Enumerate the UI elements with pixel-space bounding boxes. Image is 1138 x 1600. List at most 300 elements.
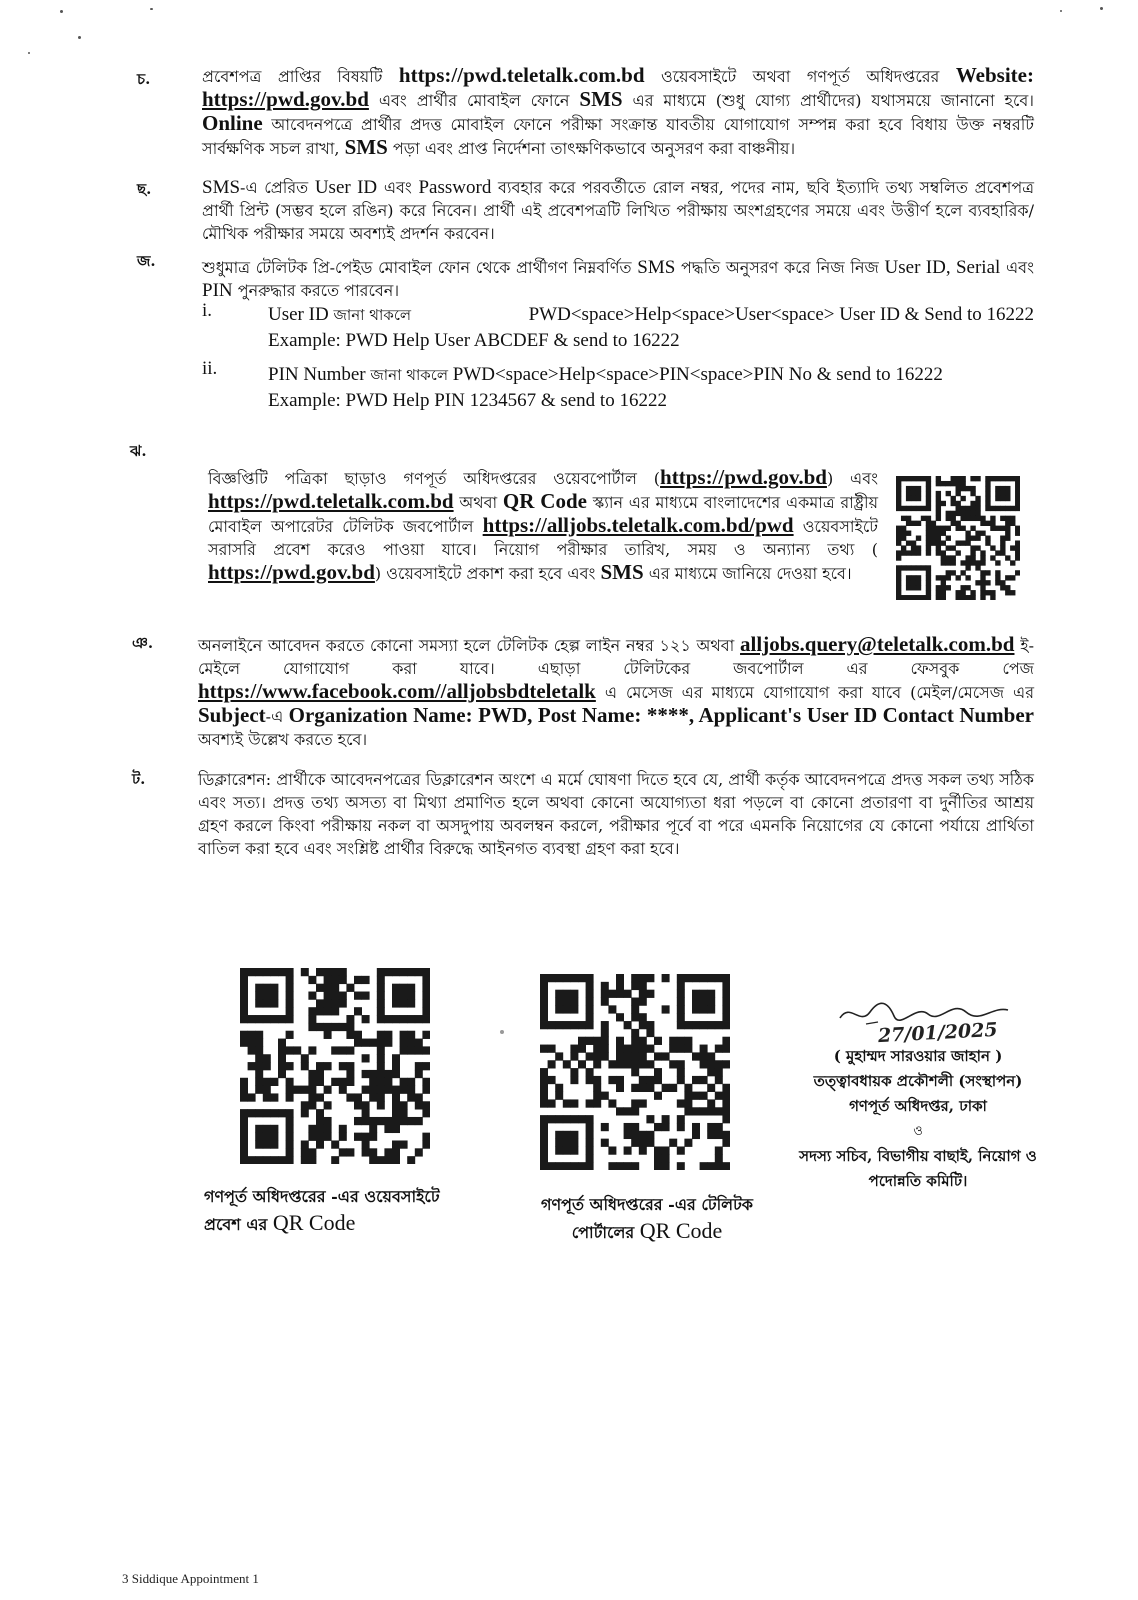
qr-module xyxy=(715,1092,723,1100)
qr-module xyxy=(578,1162,586,1170)
qr-module xyxy=(608,990,616,998)
qr-module xyxy=(970,486,975,491)
qr-module xyxy=(286,1148,294,1156)
qr-module xyxy=(722,1162,730,1170)
qr-module xyxy=(346,1062,354,1070)
qr-module xyxy=(586,1115,594,1123)
qr-module xyxy=(965,516,970,521)
qr-module xyxy=(990,590,995,595)
sms-step-condition: জানা থাকলে xyxy=(370,366,448,384)
qr-module xyxy=(960,516,965,521)
qr-module xyxy=(255,1062,263,1070)
qr-module xyxy=(1015,491,1020,496)
qr-module xyxy=(677,998,685,1006)
qr-module xyxy=(956,511,961,516)
qr-module xyxy=(624,1123,632,1131)
qr-module xyxy=(240,968,248,976)
qr-module xyxy=(1005,476,1010,481)
qr-module xyxy=(593,1037,601,1045)
qr-module xyxy=(906,595,911,600)
qr-module xyxy=(692,1005,700,1013)
signatory-role: পদোন্নতি কমিটি। xyxy=(868,1172,968,1190)
qr-module xyxy=(616,974,624,982)
qr-module xyxy=(415,1039,423,1047)
qr-module xyxy=(540,998,548,1006)
qr-module xyxy=(896,570,901,575)
qr-module xyxy=(286,1133,294,1141)
qr-module xyxy=(941,575,946,580)
qr-module xyxy=(921,565,926,570)
qr-module xyxy=(970,511,975,516)
qr-module xyxy=(715,1021,723,1029)
qr-module xyxy=(316,1133,324,1141)
qr-module xyxy=(346,1078,354,1086)
qr-module xyxy=(324,1125,332,1133)
qr-module xyxy=(951,496,956,501)
qr-module xyxy=(601,1139,609,1147)
qr-module xyxy=(970,550,975,555)
qr-module xyxy=(639,1060,647,1068)
paragraph-text: SMS xyxy=(600,560,644,584)
qr-module xyxy=(639,1052,647,1060)
qr-module xyxy=(540,1076,548,1084)
qr-module xyxy=(911,565,916,570)
qr-module xyxy=(316,1109,324,1117)
qr-module xyxy=(616,1052,624,1060)
qr-module xyxy=(722,1084,730,1092)
qr-module xyxy=(975,560,980,565)
qr-module xyxy=(415,1046,423,1054)
qr-module xyxy=(980,575,985,580)
qr-module xyxy=(946,570,951,575)
qr-module xyxy=(392,1086,400,1094)
qr-module xyxy=(263,1062,271,1070)
qr-module xyxy=(936,540,941,545)
qr-module xyxy=(631,1052,639,1060)
qr-module xyxy=(377,1156,385,1164)
qr-module xyxy=(362,976,370,984)
qr-module xyxy=(980,590,985,595)
qr-module xyxy=(941,585,946,590)
qr-module xyxy=(407,1156,415,1164)
qr-module xyxy=(354,1117,362,1125)
qr-pattern xyxy=(896,476,1020,600)
qr-module xyxy=(692,998,700,1006)
qr-module xyxy=(631,1029,639,1037)
qr-module xyxy=(631,1005,639,1013)
qr-module xyxy=(960,560,965,565)
qr-module xyxy=(563,1131,571,1139)
qr-module xyxy=(896,590,901,595)
qr-module xyxy=(715,1146,723,1154)
qr-module xyxy=(951,481,956,486)
qr-module xyxy=(951,511,956,516)
qr-module xyxy=(407,984,415,992)
qr-module xyxy=(960,540,965,545)
qr-module xyxy=(911,476,916,481)
qr-module xyxy=(956,595,961,600)
qr-module xyxy=(926,521,931,526)
qr-module xyxy=(722,998,730,1006)
qr-module xyxy=(936,511,941,516)
qr-module xyxy=(707,1084,715,1092)
qr-module xyxy=(316,984,324,992)
qr-module xyxy=(646,1139,654,1147)
qr-module xyxy=(407,1039,415,1047)
qr-module xyxy=(896,506,901,511)
qr-module xyxy=(995,560,1000,565)
qr-module xyxy=(631,1013,639,1021)
qr-module xyxy=(631,1068,639,1076)
qr-module xyxy=(586,1123,594,1131)
qr-module xyxy=(707,1107,715,1115)
qr-module xyxy=(422,1046,430,1054)
qr-module xyxy=(715,974,723,982)
qr-module xyxy=(324,976,332,984)
qr-module xyxy=(593,1076,601,1084)
qr-module xyxy=(631,1107,639,1115)
qr-module xyxy=(906,550,911,555)
qr-module xyxy=(646,1131,654,1139)
qr-module xyxy=(308,1046,316,1054)
qr-module xyxy=(608,1146,616,1154)
qr-module xyxy=(555,1052,563,1060)
qr-module xyxy=(990,516,995,521)
qr-module xyxy=(692,990,700,998)
qr-module xyxy=(980,585,985,590)
qr-module xyxy=(377,1031,385,1039)
qr-module xyxy=(570,1045,578,1053)
qr-module xyxy=(278,1070,286,1078)
qr-module xyxy=(960,585,965,590)
paragraph-text: ) ওয়েবসাইটে প্রকাশ করা হবে এবং xyxy=(374,564,601,583)
paragraph-text: SMS xyxy=(637,257,676,278)
qr-pattern xyxy=(540,974,730,1170)
qr-module xyxy=(926,595,931,600)
qr-module xyxy=(965,540,970,545)
qr-module xyxy=(654,1092,662,1100)
qr-module xyxy=(270,1109,278,1117)
qr-module xyxy=(362,992,370,1000)
qr-module xyxy=(970,545,975,550)
qr-module xyxy=(995,526,1000,531)
qr-module xyxy=(324,968,332,976)
paragraph-text: পড়া এবং প্রাপ্ত নির্দেশনা তাৎক্ষণিকভাবে অনুসরণ করা বাঞ্চনীয়। xyxy=(387,139,796,158)
qr-module xyxy=(965,531,970,536)
qr-module xyxy=(965,511,970,516)
qr-module xyxy=(400,992,408,1000)
qr-module xyxy=(926,526,931,531)
qr-module xyxy=(960,481,965,486)
qr-module xyxy=(400,984,408,992)
qr-module xyxy=(646,990,654,998)
paragraph-text: ডিক্লারেশন: প্রার্থীকে আবেদনপত্রের ডিক্লারেশন অংশে এ মর্মে ঘোষণা দিতে হবে যে, প্রার্থী কর্তৃক আবেদনপত্রে প্রদত্ত সকল তথ্য সঠিক এবং সত্য। প্রদত্ত তথ্য অসত্য বা মিথ্যা প্রমাণিত হলে অথবা কোনো অযোগ্যতা ধরা পড়লে বা কোনো প্রতারণা বা দুর্নীতির আশ্রয় গ্রহণ করলে কিংবা পরীক্ষায় নকল বা অসদুপায় অবলম্বন করলে, পরীক্ষার পূর্বে বা পরে এমনকি নিয়োগের যে কোনো পর্যায়ে প্রার্থিতা বাতিল করা হবে এবং সংশ্লিষ্ট প্রার্থীর বিরুদ্ধে আইনগত ব্যবস্থা গ্রহণ করা হবে। xyxy=(198,770,1034,858)
qr-module xyxy=(639,1037,647,1045)
qr-module xyxy=(965,565,970,570)
qr-module xyxy=(540,990,548,998)
signatory-role: সদস্য সচিব, বিভাগীয় বাছাই, নিয়োগ ও xyxy=(799,1147,1037,1165)
qr-module xyxy=(646,1076,654,1084)
qr-module xyxy=(707,998,715,1006)
qr-module xyxy=(422,1133,430,1141)
qr-module xyxy=(616,1060,624,1068)
qr-module xyxy=(570,1021,578,1029)
qr-module xyxy=(677,1162,685,1170)
paragraph-text: অনলাইনে আবেদন করতে কোনো সমস্যা হলে টেলিটক হেল্প লাইন নম্বর ১২১ অথবা xyxy=(198,636,741,655)
qr-module xyxy=(624,1107,632,1115)
qr-module xyxy=(946,481,951,486)
qr-module xyxy=(936,531,941,536)
qr-module xyxy=(301,1148,309,1156)
qr-module xyxy=(324,1031,332,1039)
qr-module xyxy=(255,1109,263,1117)
qr-module xyxy=(936,526,941,531)
qr-module xyxy=(308,1156,316,1164)
qr-module xyxy=(301,1109,309,1117)
qr-module xyxy=(965,506,970,511)
signatory-office: গণপূর্ত অধিদপ্তর, ঢাকা xyxy=(849,1097,987,1115)
qr-module xyxy=(392,999,400,1007)
qr-module xyxy=(570,1139,578,1147)
qr-module xyxy=(422,984,430,992)
sms-step-command: PWD<space>Help<space>PIN<space>PIN No & send to 16222 xyxy=(452,364,943,385)
qr-module xyxy=(896,491,901,496)
qr-module xyxy=(639,982,647,990)
item-marker: জ. xyxy=(137,252,156,270)
item-marker: ট. xyxy=(132,770,146,788)
qr-module xyxy=(707,1162,715,1170)
qr-module xyxy=(422,1007,430,1015)
qr-module xyxy=(956,521,961,526)
qr-module xyxy=(926,585,931,590)
qr-module xyxy=(995,570,1000,575)
qr-module xyxy=(677,1146,685,1154)
qr-module xyxy=(1015,486,1020,491)
qr-module xyxy=(946,585,951,590)
qr-module xyxy=(1010,476,1015,481)
qr-module xyxy=(1015,496,1020,501)
qr-module xyxy=(286,1140,294,1148)
qr-module xyxy=(407,968,415,976)
qr-module xyxy=(339,1023,347,1031)
qr-module xyxy=(601,990,609,998)
qr-module xyxy=(392,1148,400,1156)
qr-module xyxy=(1005,531,1010,536)
qr-module xyxy=(896,565,901,570)
qr-module xyxy=(563,1060,571,1068)
qr-module xyxy=(593,1060,601,1068)
qr-module xyxy=(601,1029,609,1037)
qr-module xyxy=(270,984,278,992)
qr-module xyxy=(631,1162,639,1170)
qr-module xyxy=(722,1060,730,1068)
qr-module xyxy=(1000,486,1005,491)
qr-module xyxy=(715,1154,723,1162)
qr-module xyxy=(916,545,921,550)
signatory-designation: তত্ত্বাবধায়ক প্রকৌশলী (সংস্থাপন) xyxy=(813,1072,1023,1090)
qr-module xyxy=(1000,491,1005,496)
qr-module xyxy=(936,481,941,486)
qr-module xyxy=(248,1031,256,1039)
qr-module xyxy=(354,1039,362,1047)
qr-module xyxy=(926,580,931,585)
qr-module xyxy=(407,1046,415,1054)
qr-module xyxy=(286,992,294,1000)
sms-step-example: Example: PWD Help PIN 1234567 & send to 16222 xyxy=(268,390,667,411)
qr-module xyxy=(936,496,941,501)
qr-module xyxy=(255,968,263,976)
qr-module xyxy=(263,1109,271,1117)
qr-module xyxy=(540,1139,548,1147)
qr-module xyxy=(586,1013,594,1021)
qr-module xyxy=(346,1046,354,1054)
sms-step-condition: জানা থাকলে xyxy=(333,306,412,324)
qr-module xyxy=(631,982,639,990)
qr-module xyxy=(631,1099,639,1107)
qr-module xyxy=(985,476,990,481)
qr-module xyxy=(422,1015,430,1023)
qr-module xyxy=(1010,521,1015,526)
qr-module xyxy=(369,1125,377,1133)
qr-module xyxy=(700,1005,708,1013)
paragraph-text: পুনরুদ্ধার করতে পারবেন। xyxy=(232,281,400,300)
qr-module xyxy=(316,1117,324,1125)
qr-module xyxy=(339,968,347,976)
qr-module xyxy=(906,575,911,580)
qr-module xyxy=(369,1117,377,1125)
qr-module xyxy=(540,1154,548,1162)
qr-module xyxy=(548,1045,556,1053)
qr-module xyxy=(548,1115,556,1123)
qr-module xyxy=(901,545,906,550)
qr-module xyxy=(1010,590,1015,595)
qr-module xyxy=(926,575,931,580)
qr-module xyxy=(624,1146,632,1154)
qr-module xyxy=(331,1140,339,1148)
qr-module xyxy=(926,565,931,570)
qr-module xyxy=(639,1076,647,1084)
qr-module xyxy=(926,481,931,486)
qr-module xyxy=(985,506,990,511)
qr-module xyxy=(975,531,980,536)
sms-step-key: PIN Number xyxy=(268,364,366,385)
qr-module xyxy=(639,974,647,982)
qr-module xyxy=(301,1101,309,1109)
qr-module xyxy=(255,999,263,1007)
qr-module xyxy=(990,506,995,511)
qr-module xyxy=(662,1115,670,1123)
qr-module xyxy=(316,999,324,1007)
qr-module xyxy=(700,1052,708,1060)
qr-module xyxy=(936,590,941,595)
qr-module xyxy=(970,560,975,565)
qr-module xyxy=(324,984,332,992)
qr-module xyxy=(601,1037,609,1045)
qr-module xyxy=(975,496,980,501)
qr-module xyxy=(570,974,578,982)
qr-module xyxy=(616,1013,624,1021)
qr-module xyxy=(662,1154,670,1162)
qr-module xyxy=(308,1101,316,1109)
handwritten-date: 27/01/2025 xyxy=(877,1018,999,1048)
qr-module xyxy=(331,1007,339,1015)
paragraph-text: https://www.facebook.com//alljobsbdteletalk xyxy=(198,679,596,703)
qr-module xyxy=(586,1154,594,1162)
qr-module xyxy=(616,990,624,998)
qr-module xyxy=(677,974,685,982)
qr-module xyxy=(936,536,941,541)
qr-module xyxy=(316,1140,324,1148)
qr-module xyxy=(901,526,906,531)
qr-module xyxy=(684,1037,692,1045)
qr-module xyxy=(369,1070,377,1078)
qr-module xyxy=(970,476,975,481)
qr-module xyxy=(646,1029,654,1037)
qr-module xyxy=(608,1060,616,1068)
qr-module xyxy=(921,595,926,600)
qr-module xyxy=(1000,550,1005,555)
qr-module xyxy=(707,1123,715,1131)
qr-module xyxy=(339,1125,347,1133)
qr-module xyxy=(960,511,965,516)
qr-module xyxy=(715,1123,723,1131)
qr-caption-portal xyxy=(527,1192,767,1246)
qr-module xyxy=(316,1093,324,1101)
qr-module xyxy=(1015,501,1020,506)
qr-module xyxy=(586,990,594,998)
qr-module xyxy=(975,565,980,570)
qr-module xyxy=(946,560,951,565)
qr-module xyxy=(980,550,985,555)
qr-module xyxy=(362,1101,370,1109)
scan-speck xyxy=(28,52,30,54)
qr-module xyxy=(369,1039,377,1047)
qr-module xyxy=(975,511,980,516)
qr-module xyxy=(965,486,970,491)
qr-module xyxy=(301,1054,309,1062)
qr-module xyxy=(400,1015,408,1023)
qr-module xyxy=(540,1099,548,1107)
qr-module xyxy=(601,1092,609,1100)
qr-module xyxy=(555,1131,563,1139)
qr-module xyxy=(975,501,980,506)
qr-module xyxy=(936,545,941,550)
qr-module xyxy=(601,998,609,1006)
scan-speck xyxy=(1060,10,1062,12)
qr-module xyxy=(646,1045,654,1053)
qr-module xyxy=(270,1093,278,1101)
qr-module xyxy=(956,476,961,481)
qr-module xyxy=(956,501,961,506)
qr-module xyxy=(926,540,931,545)
qr-module xyxy=(631,1139,639,1147)
qr-module xyxy=(646,974,654,982)
qr-module xyxy=(377,1007,385,1015)
qr-module xyxy=(722,1092,730,1100)
qr-module xyxy=(985,521,990,526)
qr-module xyxy=(662,1123,670,1131)
qr-module xyxy=(995,506,1000,511)
qr-module xyxy=(255,1156,263,1164)
qr-module xyxy=(407,992,415,1000)
qr-module xyxy=(384,1039,392,1047)
qr-module xyxy=(324,1133,332,1141)
paragraph-text: অথবা xyxy=(453,493,503,512)
qr-module xyxy=(570,998,578,1006)
qr-module xyxy=(240,1133,248,1141)
qr-module xyxy=(677,1099,685,1107)
qr-module xyxy=(677,1005,685,1013)
